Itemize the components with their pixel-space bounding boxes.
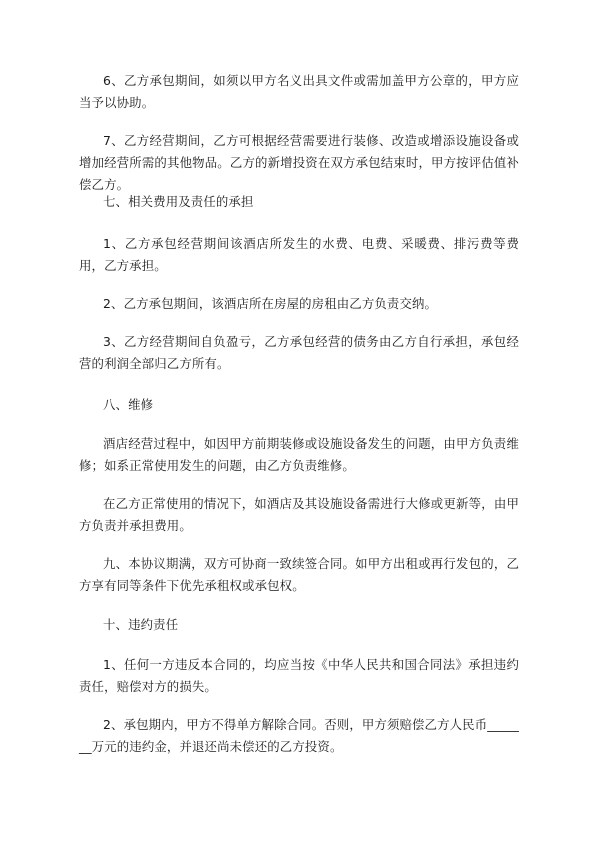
- section-heading-10: 十、违约责任: [103, 617, 179, 632]
- clause-8-major-repair: 在乙方正常使用的情况下，如酒店及其设施设备需进行大修或更新等，由甲方负责并承担费用。: [79, 496, 519, 533]
- clause-9-renewal: 九、本协议期满，双方可协商一致续签合同。如甲方出租或再行发包的，乙方享有同等条件下优先承租权或承包权。: [79, 556, 519, 593]
- clause-8-repair-responsibility: 酒店经营过程中，如因甲方前期装修或设施设备发生的问题，由甲方负责维修；如系正常使用发生的问题，由乙方负责维修。: [79, 436, 519, 473]
- clause-7-renovation: 7、乙方经营期间，乙方可根据经营需要进行装修、改造或增添设施设备或增加经营所需的其他物品。乙方的新增投资在双方承包结束时，甲方按评估值补偿乙方。: [79, 133, 519, 192]
- clause-6-assistance: 6、乙方承包期间，如须以甲方名义出具文件或需加盖甲方公章的，甲方应当予以协助。: [79, 73, 519, 110]
- clause-7-3-profit-loss: 3、乙方经营期间自负盈亏，乙方承包经营的债务由乙方自行承担，承包经营的利润全部归乙方所有。: [79, 334, 519, 371]
- clause-10-1-liability: 1、任何一方违反本合同的，均应当按《中华人民共和国合同法》承担违约责任，赔偿对方的损失。: [79, 657, 519, 694]
- clause-7-2-rent: 2、乙方承包期间，该酒店所在房屋的房租由乙方负责交纳。: [103, 296, 438, 311]
- clause-7-1-utilities: 1、乙方承包经营期间该酒店所发生的水费、电费、采暖费、排污费等费用，乙方承担。: [79, 236, 519, 273]
- section-heading-8: 八、维修: [103, 397, 154, 412]
- section-heading-7: 七、相关费用及责任的承担: [103, 194, 254, 209]
- clause-10-2-termination: 2、承包期内，甲方不得单方解除合同。否则，甲方须赔偿乙方人民币_______万元的违约金，并退还尚未偿还的乙方投资。: [79, 717, 519, 754]
